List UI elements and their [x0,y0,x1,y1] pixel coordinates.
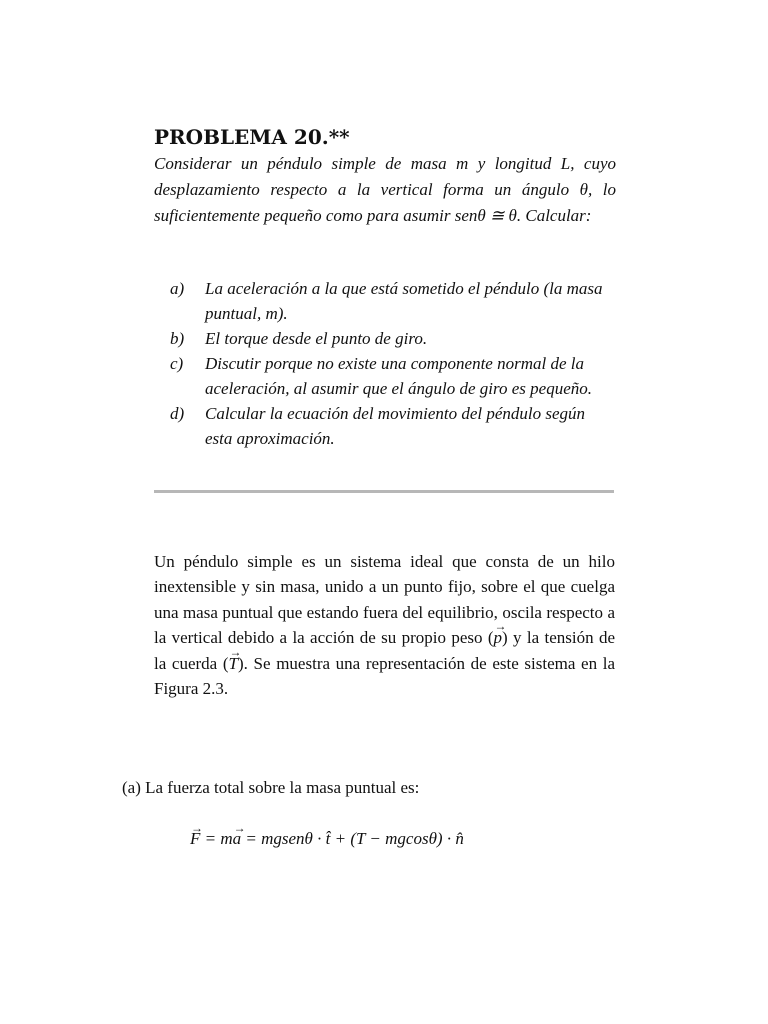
item-letter: c) [170,354,184,373]
part-a [122,775,622,801]
part-a-label: (a) [122,778,141,797]
intro-text-1: Un péndulo simple es un sistema ideal que consta de un hilo inextensible y sin masa, unido a un punto fijo, sobre el que cuelga una masa puntual que estando fuera del equilibrio, oscila respecto a la vertical debido a la acción de su propio peso ( [154,552,615,648]
item-text: Discutir porque no existe una componente normal de la aceleración, al asumir que el ángulo de giro es pequeño. [205,354,592,398]
intro-text-2: ) y la tensión de la cuerda ( [154,628,616,673]
part-a-text: La fuerza total sobre la masa puntual es: [145,778,420,797]
problem-title: PROBLEMA 20.** [154,125,350,149]
acceleration-vector-symbol: → a [233,825,242,853]
item-letter: b) [170,329,185,348]
section-divider [154,490,614,493]
problem-item-b [170,326,615,351]
item-letter: a) [170,279,185,298]
item-text: La aceleración a la que está sometido el péndulo (la masa puntual, m). [205,279,603,323]
weight-vector-symbol: → p [494,625,503,650]
tension-vector-symbol: → T [229,651,238,676]
item-text: El torque desde el punto de giro. [205,329,428,348]
problem-item-d [170,401,615,451]
problem-item-a [170,276,615,326]
problem-statement: Considerar un péndulo simple de masa m y longitud L, cuyo desplazamiento respecto a la vertical forma un ángulo θ, lo suficientemente pequeño como para asumir senθ ≅ θ. Calcular: [154,154,616,225]
equation-part-1: = m [200,829,233,848]
intro-text-3: ). Se muestra una representación de este sistema en la Figura 2.3. [154,653,615,699]
problem-items-list [170,276,615,451]
force-vector-symbol: → F [190,825,200,853]
item-letter: d) [170,404,185,423]
force-equation [190,825,464,853]
solution-intro [154,549,615,701]
problem-item-c [170,351,615,401]
equation-part-2: = mgsenθ · t̂ + (T − mgcosθ) · n̂ [241,829,464,848]
item-text: Calcular la ecuación del movimiento del péndulo según esta aproximación. [205,404,586,448]
